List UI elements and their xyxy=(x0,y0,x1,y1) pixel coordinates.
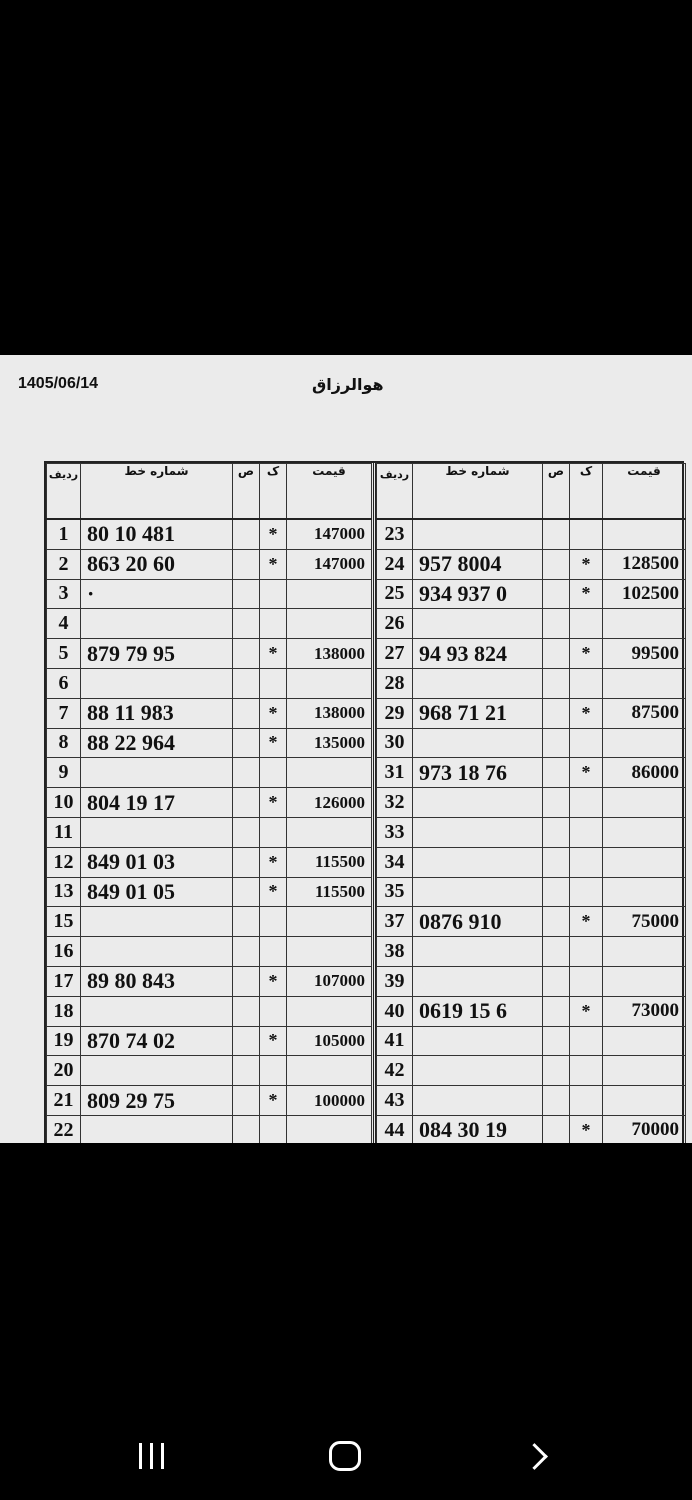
table-row xyxy=(47,639,372,669)
header-k: ص xyxy=(233,464,260,520)
k-mark-cell: * xyxy=(260,698,287,728)
line-number-cell xyxy=(413,728,543,758)
table-row xyxy=(377,966,686,996)
line-number-cell xyxy=(81,907,233,937)
row-number-cell: 32 xyxy=(377,788,413,818)
line-number-cell: 084 30 19 xyxy=(413,1115,543,1143)
table-row xyxy=(377,847,686,877)
document-title: هوالرزاق xyxy=(312,375,384,394)
s-cell xyxy=(543,1026,570,1056)
line-number-cell xyxy=(413,519,543,549)
s-cell xyxy=(233,519,260,549)
table-row xyxy=(47,788,372,818)
price-cell xyxy=(287,609,372,639)
s-cell xyxy=(233,549,260,579)
s-cell xyxy=(233,966,260,996)
row-number-cell: 12 xyxy=(47,847,81,877)
price-cell: 128500 xyxy=(603,549,686,579)
line-number-cell: 804 19 17 xyxy=(81,788,233,818)
back-button[interactable] xyxy=(508,1436,568,1476)
price-cell xyxy=(603,668,686,698)
table-row xyxy=(47,549,372,579)
table-row xyxy=(377,609,686,639)
line-number-cell xyxy=(81,668,233,698)
row-number-cell: 29 xyxy=(377,698,413,728)
k-mark-cell xyxy=(570,519,603,549)
line-number-cell xyxy=(81,1056,233,1086)
s-cell xyxy=(543,639,570,669)
k-mark-cell: * xyxy=(260,877,287,907)
k-mark-cell: * xyxy=(260,847,287,877)
row-number-cell: 5 xyxy=(47,639,81,669)
k-mark-cell: * xyxy=(570,579,603,609)
price-cell: 115500 xyxy=(287,877,372,907)
k-mark-cell: * xyxy=(260,728,287,758)
row-number-cell: 18 xyxy=(47,996,81,1026)
price-cell xyxy=(603,728,686,758)
s-cell xyxy=(233,1026,260,1056)
k-mark-cell xyxy=(570,877,603,907)
row-number-cell: 22 xyxy=(47,1115,81,1143)
s-cell xyxy=(543,549,570,579)
s-cell xyxy=(543,1056,570,1086)
k-mark-cell: * xyxy=(260,1086,287,1116)
price-cell xyxy=(287,907,372,937)
line-number-cell: 88 22 964 xyxy=(81,728,233,758)
s-cell xyxy=(233,609,260,639)
row-number-cell: 33 xyxy=(377,817,413,847)
home-icon xyxy=(329,1441,361,1471)
k-mark-cell xyxy=(570,1056,603,1086)
price-cell xyxy=(603,788,686,818)
line-number-cell xyxy=(413,937,543,967)
table-row xyxy=(47,996,372,1026)
back-chevron-icon xyxy=(521,1443,548,1470)
price-cell: 75000 xyxy=(603,907,686,937)
row-number-cell: 35 xyxy=(377,877,413,907)
s-cell xyxy=(233,728,260,758)
document-date: 1405/06/14 xyxy=(18,375,99,392)
row-number-cell: 21 xyxy=(47,1086,81,1116)
s-cell xyxy=(543,907,570,937)
row-number-cell: 11 xyxy=(47,817,81,847)
table-row xyxy=(377,1026,686,1056)
k-mark-cell: * xyxy=(260,549,287,579)
price-cell: 99500 xyxy=(603,639,686,669)
table-row xyxy=(377,639,686,669)
price-cell xyxy=(603,519,686,549)
row-number-cell: 13 xyxy=(47,877,81,907)
price-cell: 86000 xyxy=(603,758,686,788)
price-cell xyxy=(603,966,686,996)
s-cell xyxy=(543,1115,570,1143)
row-number-cell: 16 xyxy=(47,937,81,967)
table-row xyxy=(47,877,372,907)
table-row xyxy=(377,1086,686,1116)
table-row xyxy=(47,728,372,758)
line-number-cell xyxy=(81,817,233,847)
k-mark-cell xyxy=(260,609,287,639)
table-row xyxy=(377,907,686,937)
line-number-cell: 957 8004 xyxy=(413,549,543,579)
s-cell xyxy=(233,1086,260,1116)
table-row xyxy=(377,728,686,758)
line-number-cell: 870 74 02 xyxy=(81,1026,233,1056)
k-mark-cell: * xyxy=(570,996,603,1026)
line-number-cell xyxy=(413,966,543,996)
line-number-cell: 849 01 05 xyxy=(81,877,233,907)
scanned-document xyxy=(0,355,692,1143)
k-mark-cell xyxy=(260,1115,287,1143)
table-row xyxy=(47,937,372,967)
k-mark-cell: * xyxy=(570,698,603,728)
line-number-cell: 973 18 76 xyxy=(413,758,543,788)
line-number-cell: 863 20 60 xyxy=(81,549,233,579)
row-number-cell: 31 xyxy=(377,758,413,788)
recent-apps-icon xyxy=(139,1443,164,1469)
row-number-cell: 8 xyxy=(47,728,81,758)
table-row xyxy=(47,1115,372,1143)
table-row xyxy=(47,847,372,877)
table-row xyxy=(377,668,686,698)
price-cell: 147000 xyxy=(287,519,372,549)
row-number-cell: 28 xyxy=(377,668,413,698)
price-cell: 126000 xyxy=(287,788,372,818)
table-row xyxy=(377,1115,686,1143)
s-cell xyxy=(543,758,570,788)
table-row xyxy=(377,579,686,609)
table-header-row xyxy=(47,464,372,520)
header-k: ص xyxy=(543,464,570,520)
row-number-cell: 24 xyxy=(377,549,413,579)
row-number-cell: 34 xyxy=(377,847,413,877)
k-mark-cell xyxy=(570,847,603,877)
table-row xyxy=(47,1026,372,1056)
row-number-cell: 38 xyxy=(377,937,413,967)
k-mark-cell xyxy=(570,966,603,996)
k-mark-cell xyxy=(570,1026,603,1056)
header-price: قیمت xyxy=(287,464,372,520)
k-mark-cell: * xyxy=(260,1026,287,1056)
price-cell: 115500 xyxy=(287,847,372,877)
line-number-cell: 849 01 03 xyxy=(81,847,233,877)
line-number-cell: 809 29 75 xyxy=(81,1086,233,1116)
table-row xyxy=(47,758,372,788)
table-row xyxy=(377,996,686,1026)
line-number-cell: 0619 15 6 xyxy=(413,996,543,1026)
s-cell xyxy=(543,668,570,698)
row-number-cell: 9 xyxy=(47,758,81,788)
price-cell xyxy=(287,579,372,609)
k-mark-cell xyxy=(260,996,287,1026)
s-cell xyxy=(543,579,570,609)
table-row xyxy=(47,519,372,549)
price-cell xyxy=(287,996,372,1026)
line-number-cell xyxy=(413,668,543,698)
table-right-half xyxy=(373,463,685,1143)
row-number-cell: 1 xyxy=(47,519,81,549)
price-cell xyxy=(287,1115,372,1143)
s-cell xyxy=(543,609,570,639)
s-cell xyxy=(233,907,260,937)
table-row xyxy=(47,966,372,996)
table-header-row xyxy=(377,464,686,520)
line-number-cell: 0876 910 xyxy=(413,907,543,937)
line-number-cell: 968 71 21 xyxy=(413,698,543,728)
row-number-cell: 41 xyxy=(377,1026,413,1056)
s-cell xyxy=(543,728,570,758)
line-number-cell: 879 79 95 xyxy=(81,639,233,669)
price-cell xyxy=(287,817,372,847)
line-number-cell: 934 937 0 xyxy=(413,579,543,609)
price-cell xyxy=(603,817,686,847)
row-number-cell: 43 xyxy=(377,1086,413,1116)
price-cell: 70000 xyxy=(603,1115,686,1143)
table-row xyxy=(47,579,372,609)
android-nav-bar xyxy=(0,1400,692,1500)
table-row xyxy=(377,519,686,549)
k-mark-cell: * xyxy=(260,788,287,818)
k-mark-cell xyxy=(570,817,603,847)
k-mark-cell xyxy=(260,579,287,609)
s-cell xyxy=(233,1115,260,1143)
line-number-cell: 88 11 983 xyxy=(81,698,233,728)
price-cell xyxy=(603,877,686,907)
s-cell xyxy=(233,758,260,788)
price-cell xyxy=(287,937,372,967)
k-mark-cell: * xyxy=(570,1115,603,1143)
line-number-cell xyxy=(81,996,233,1026)
table-row xyxy=(377,877,686,907)
price-cell: 87500 xyxy=(603,698,686,728)
row-number-cell: 7 xyxy=(47,698,81,728)
table-row xyxy=(377,758,686,788)
s-cell xyxy=(543,519,570,549)
k-mark-cell xyxy=(570,668,603,698)
line-number-cell xyxy=(413,609,543,639)
table-row xyxy=(377,698,686,728)
s-cell xyxy=(233,668,260,698)
s-cell xyxy=(543,937,570,967)
k-mark-cell xyxy=(570,728,603,758)
header-price: قیمت xyxy=(603,464,686,520)
header-line-number: شماره خط xyxy=(81,464,233,520)
k-mark-cell xyxy=(260,668,287,698)
row-number-cell: 23 xyxy=(377,519,413,549)
row-number-cell: 30 xyxy=(377,728,413,758)
line-number-cell xyxy=(81,609,233,639)
k-mark-cell xyxy=(570,609,603,639)
table-row xyxy=(47,1086,372,1116)
price-cell: 105000 xyxy=(287,1026,372,1056)
s-cell xyxy=(233,996,260,1026)
k-mark-cell xyxy=(260,1056,287,1086)
s-cell xyxy=(543,877,570,907)
s-cell xyxy=(543,1086,570,1116)
s-cell xyxy=(233,937,260,967)
s-cell xyxy=(543,698,570,728)
s-cell xyxy=(233,877,260,907)
row-number-cell: 19 xyxy=(47,1026,81,1056)
row-number-cell: 27 xyxy=(377,639,413,669)
header-s: ک xyxy=(570,464,603,520)
line-number-cell: 80 10 481 xyxy=(81,519,233,549)
row-number-cell: 44 xyxy=(377,1115,413,1143)
k-mark-cell: * xyxy=(570,758,603,788)
recent-apps-button[interactable] xyxy=(121,1436,181,1476)
row-number-cell: 10 xyxy=(47,788,81,818)
table-row xyxy=(47,698,372,728)
line-number-cell xyxy=(413,1026,543,1056)
price-cell xyxy=(287,758,372,788)
line-number-cell: 94 93 824 xyxy=(413,639,543,669)
s-cell xyxy=(543,847,570,877)
line-number-cell xyxy=(413,788,543,818)
row-number-cell: 39 xyxy=(377,966,413,996)
price-cell: 147000 xyxy=(287,549,372,579)
price-cell: 138000 xyxy=(287,639,372,669)
row-number-cell: 40 xyxy=(377,996,413,1026)
table-row xyxy=(47,668,372,698)
price-cell xyxy=(603,1026,686,1056)
table-row xyxy=(47,1056,372,1086)
price-cell: 107000 xyxy=(287,966,372,996)
s-cell xyxy=(233,817,260,847)
k-mark-cell: * xyxy=(570,907,603,937)
price-cell xyxy=(603,1086,686,1116)
k-mark-cell: * xyxy=(570,639,603,669)
k-mark-cell xyxy=(570,1086,603,1116)
price-cell: 135000 xyxy=(287,728,372,758)
k-mark-cell xyxy=(260,907,287,937)
line-number-cell xyxy=(413,1086,543,1116)
line-number-cell xyxy=(413,847,543,877)
s-cell xyxy=(233,698,260,728)
table-row xyxy=(47,817,372,847)
header-row-number: ردیف xyxy=(47,464,81,520)
k-mark-cell: * xyxy=(570,549,603,579)
s-cell xyxy=(543,788,570,818)
line-number-cell xyxy=(81,937,233,967)
price-cell xyxy=(287,668,372,698)
row-number-cell: 3 xyxy=(47,579,81,609)
row-number-cell: 25 xyxy=(377,579,413,609)
line-number-cell xyxy=(413,877,543,907)
line-number-cell xyxy=(413,817,543,847)
row-number-cell: 42 xyxy=(377,1056,413,1086)
k-mark-cell xyxy=(260,817,287,847)
table-left-half xyxy=(46,463,371,1143)
price-cell: 100000 xyxy=(287,1086,372,1116)
k-mark-cell xyxy=(570,788,603,818)
k-mark-cell xyxy=(260,758,287,788)
table-row xyxy=(377,788,686,818)
price-cell xyxy=(603,609,686,639)
home-button[interactable] xyxy=(315,1436,375,1476)
header-line-number: شماره خط xyxy=(413,464,543,520)
k-mark-cell: * xyxy=(260,519,287,549)
price-cell xyxy=(287,1056,372,1086)
header-row-number: ردیف xyxy=(377,464,413,520)
table-row xyxy=(47,609,372,639)
row-number-cell: 15 xyxy=(47,907,81,937)
row-number-cell: 17 xyxy=(47,966,81,996)
line-number-cell xyxy=(81,1115,233,1143)
s-cell xyxy=(233,1056,260,1086)
k-mark-cell xyxy=(260,937,287,967)
line-number-cell xyxy=(81,758,233,788)
table-row xyxy=(377,817,686,847)
k-mark-cell xyxy=(570,937,603,967)
s-cell xyxy=(233,788,260,818)
price-cell: 73000 xyxy=(603,996,686,1026)
row-number-cell: 6 xyxy=(47,668,81,698)
table-row xyxy=(377,1056,686,1086)
header-s: ک xyxy=(260,464,287,520)
s-cell xyxy=(543,817,570,847)
price-cell xyxy=(603,937,686,967)
line-number-cell: · xyxy=(81,579,233,609)
line-number-cell: 89 80 843 xyxy=(81,966,233,996)
line-number-cell xyxy=(413,1056,543,1086)
s-cell xyxy=(543,996,570,1026)
price-cell xyxy=(603,847,686,877)
s-cell xyxy=(233,579,260,609)
price-cell: 138000 xyxy=(287,698,372,728)
s-cell xyxy=(233,847,260,877)
k-mark-cell: * xyxy=(260,966,287,996)
k-mark-cell: * xyxy=(260,639,287,669)
table-row xyxy=(377,549,686,579)
row-number-cell: 37 xyxy=(377,907,413,937)
s-cell xyxy=(233,639,260,669)
row-number-cell: 2 xyxy=(47,549,81,579)
row-number-cell: 4 xyxy=(47,609,81,639)
price-cell xyxy=(603,1056,686,1086)
price-cell: 102500 xyxy=(603,579,686,609)
row-number-cell: 20 xyxy=(47,1056,81,1086)
price-table xyxy=(44,461,684,1143)
row-number-cell: 26 xyxy=(377,609,413,639)
s-cell xyxy=(543,966,570,996)
table-row xyxy=(47,907,372,937)
table-row xyxy=(377,937,686,967)
